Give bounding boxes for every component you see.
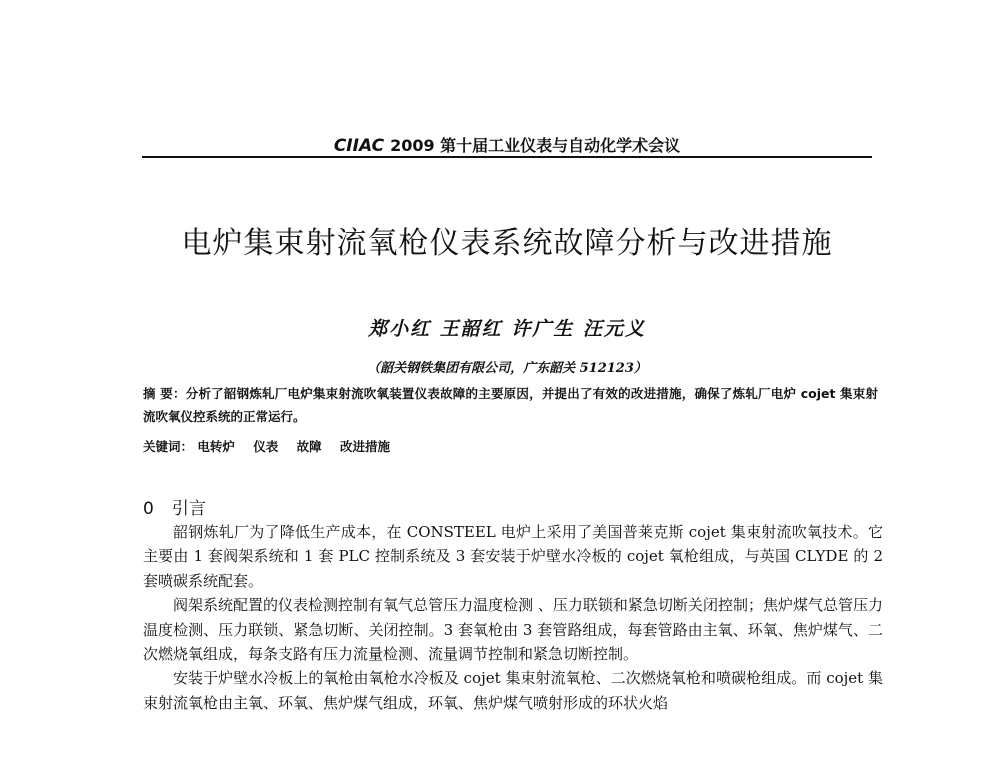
running-header — [142, 128, 872, 156]
section-heading — [143, 494, 206, 519]
section-number: 0 — [143, 499, 154, 519]
section-title: 引言 — [171, 499, 206, 519]
paper-title: 电炉集束射流氧枪仪表系统故障分析与改进措施 — [181, 226, 833, 261]
abstract — [143, 382, 878, 428]
paragraph: 韶钢炼轧厂为了降低生产成本，在 CONSTEEL 电炉上采用了美国普莱克斯 cojet 集束射流吹氧技术。它主要由 1 套阀架系统和 1 套 PLC 控制系统及 3 套安装于炉壁水冷板的 cojet 氧枪组成，与英国 CLYDE 的 2 套喷碳系统配套。 — [143, 523, 883, 590]
paragraph: 安装于炉壁水冷板上的氧枪由氧枪水冷板及 cojet 集束射流氧枪、二次燃烧氧枪和喷碳枪组成。而 cojet 集束射流氧枪由主氧、环氧、焦炉煤气组成，环氧、焦炉煤气喷射形成的环状火焰 — [143, 669, 883, 712]
author-list: 郑小红 王韶红 许广生 汪元义 — [368, 318, 646, 340]
conference-logo: CIIAC — [333, 136, 385, 156]
abstract-text: 分析了韶钢炼轧厂电炉集束射流吹氧装置仪表故障的主要原因，并提出了有效的改进措施，确保了炼轧厂电炉 cojet 集束射流吹氧仪控系统的正常运行。 — [143, 386, 878, 424]
paragraph: 阀架系统配置的仪表检测控制有氧气总管压力温度检测 、压力联锁和紧急切断关闭控制；焦炉煤气总管压力温度检测、压力联锁、紧急切断、关闭控制。3 套氧枪由 3 套管路组成，每套管路由主氧、环氧、焦炉煤气、二次燃烧氧组成，每条支路有压力流量检测、流量调节控制和紧急切断控制。 — [143, 596, 883, 664]
keywords-label: 关键词： — [143, 439, 194, 454]
body-text — [143, 520, 883, 715]
abstract-label: 摘 要： — [143, 386, 186, 401]
keyword-item: 故障 — [296, 439, 322, 454]
affiliation: （韶关钢铁集团有限公司，广东韶关 512123） — [367, 361, 647, 376]
keywords — [143, 437, 878, 455]
keyword-item: 仪表 — [253, 439, 279, 454]
keyword-item: 电转炉 — [197, 439, 235, 454]
conference-name: 2009 第十届工业仪表与自动化学术会议 — [390, 136, 681, 155]
header-divider — [142, 156, 872, 158]
keyword-item: 改进措施 — [340, 439, 391, 454]
